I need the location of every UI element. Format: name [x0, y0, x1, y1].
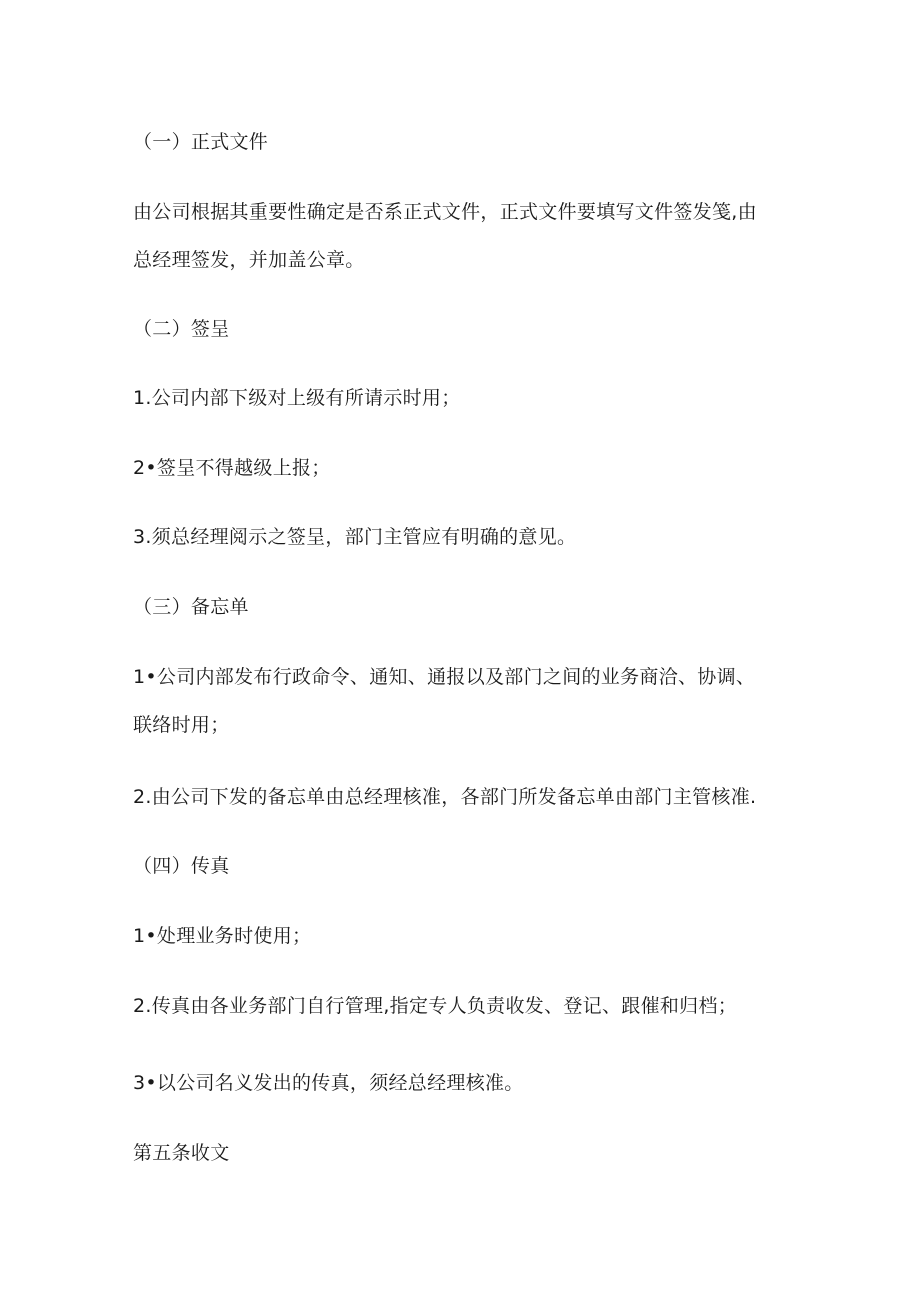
list-item: 2•签呈不得越级上报； — [133, 457, 331, 479]
list-item: 2.由公司下发的备忘单由总经理核准，各部门所发备忘单由部门主管核准. — [133, 786, 757, 808]
list-item-continuation: 联络时用； — [133, 714, 230, 736]
list-item: 1.公司内部下级对上级有所请示时用； — [133, 387, 461, 409]
list-item: 3.须总经理阅示之签呈，部门主管应有明确的意见。 — [133, 526, 577, 548]
section-heading-memo-request: （二）签呈 — [133, 318, 230, 340]
section-heading-fax: （四）传真 — [133, 855, 230, 877]
paragraph-line: 总经理签发，并加盖公章。 — [133, 249, 365, 271]
list-item: 3•以公司名义发出的传真，须经总经理核准。 — [133, 1072, 524, 1094]
section-heading-formal-documents: （一）正式文件 — [133, 131, 269, 153]
paragraph-line: 由公司根据其重要性确定是否系正式文件，正式文件要填写文件签发笺,由 — [133, 201, 757, 223]
section-heading-memo: （三）备忘单 — [133, 596, 249, 618]
list-item: 1•公司内部发布行政命令、通知、通报以及部门之间的业务商洽、协调、 — [133, 666, 756, 688]
list-item: 2.传真由各业务部门自行管理,指定专人负责收发、登记、跟催和归档； — [133, 995, 738, 1017]
list-item: 1•处理业务时使用； — [133, 925, 312, 947]
article-heading-receiving: 第五条收文 — [133, 1142, 230, 1164]
